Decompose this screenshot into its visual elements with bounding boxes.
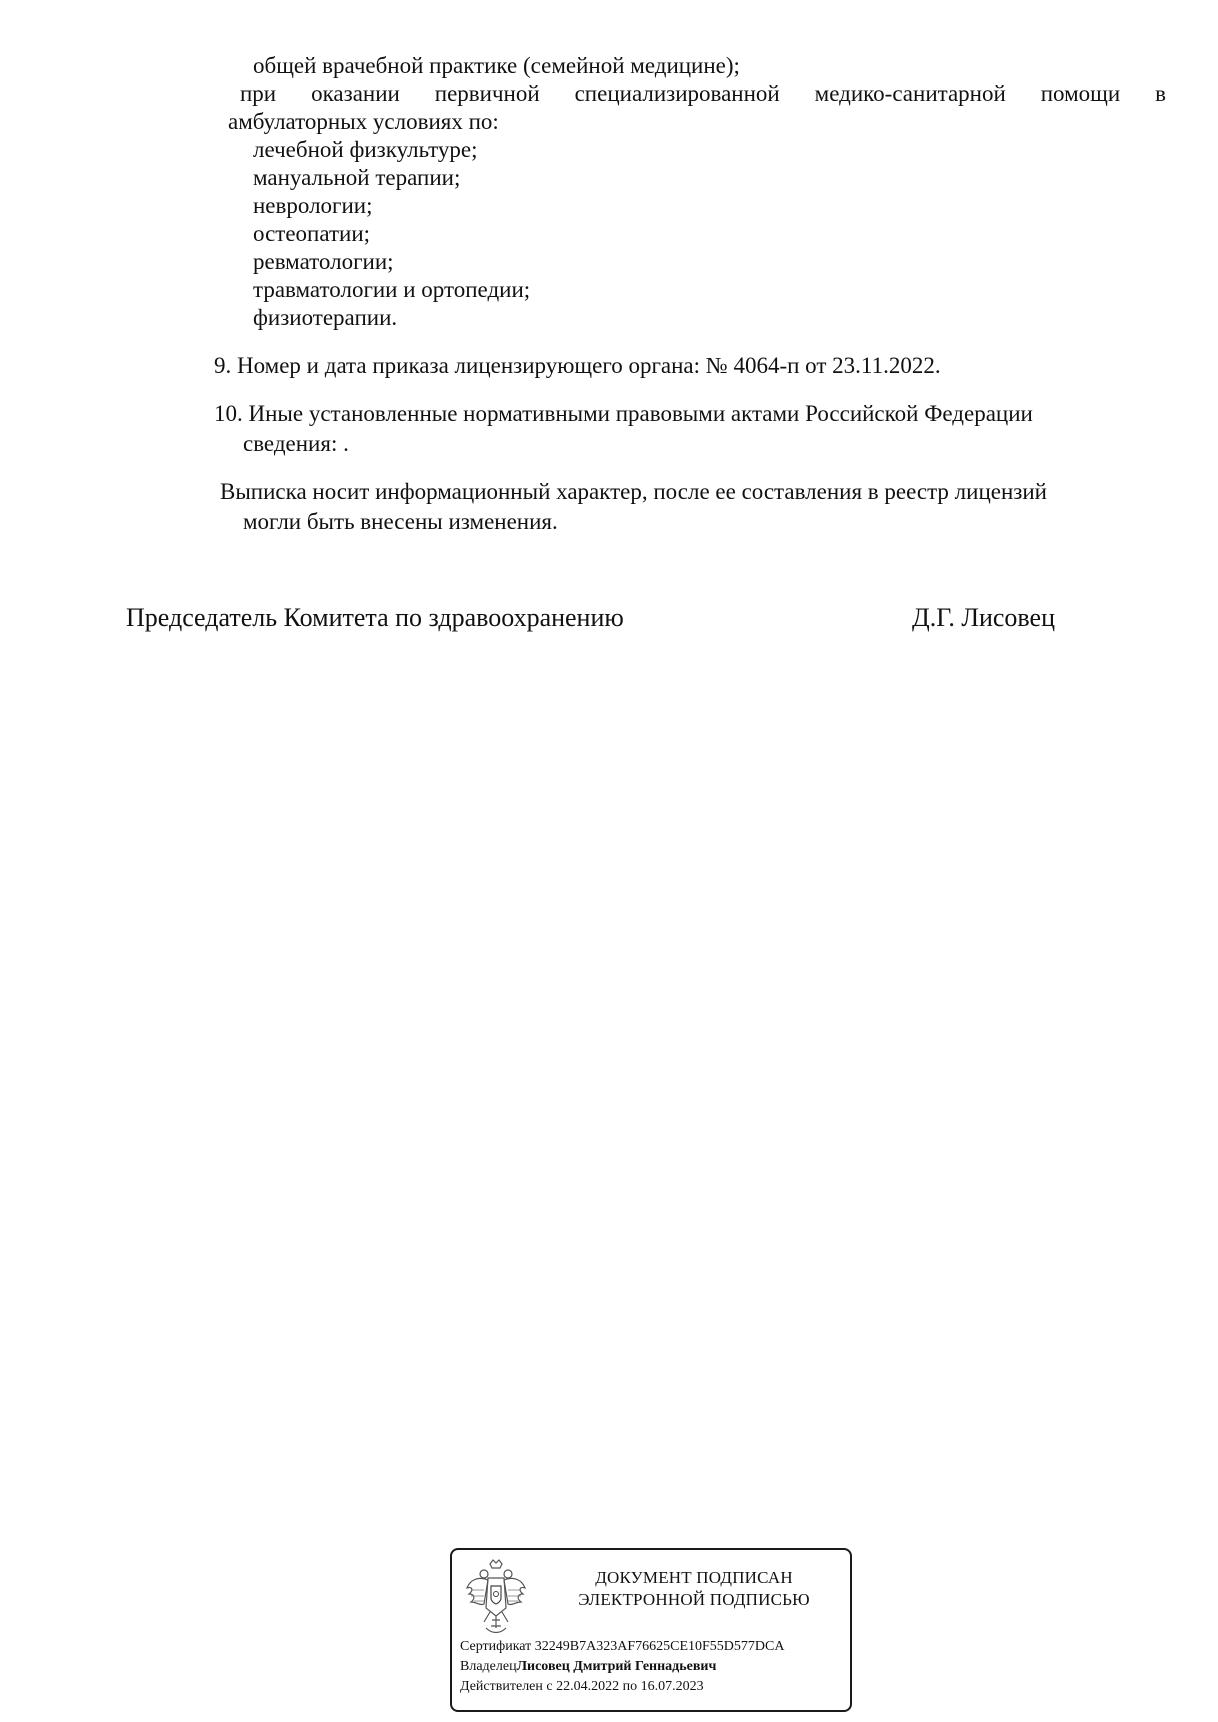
activity-item-rheumatology: ревматологии;: [253, 249, 394, 274]
electronic-signature-stamp: [450, 1548, 852, 1712]
activity-item-manual-therapy: мануальной терапии;: [253, 165, 461, 190]
certificate-value: 32249B7A323AF76625CE10F55D577DCA: [534, 1639, 785, 1654]
item-9-order: 9. Номер и дата приказа лицензирующего органа: № 4064-п от 23.11.2022.: [214, 353, 941, 378]
note-line1: Выписка носит информационный характер, после ее составления в реестр лицензий: [220, 479, 1047, 504]
activity-item-physiotherapy: физиотерапии.: [253, 305, 398, 330]
note-line2: могли быть внесены изменения.: [243, 509, 558, 534]
item-10-other-info-line2: сведения: .: [243, 431, 349, 456]
signatory-position: Председатель Комитета по здравоохранению: [126, 603, 624, 632]
activity-specialized-care-intro: при оказании первичной специализированной медико-санитарной помощи в: [240, 81, 1166, 106]
activity-ambulatory-conditions: амбулаторных условиях по:: [228, 109, 499, 134]
activity-item-traumatology: травматологии и ортопедии;: [253, 277, 531, 302]
signatory-name: Д.Г. Лисовец: [912, 603, 1055, 632]
stamp-title-line1: ДОКУМЕНТ ПОДПИСАН: [595, 1568, 793, 1587]
certificate-label: Сертификат: [460, 1639, 532, 1654]
item-10-other-info-line1: 10. Иные установленные нормативными правовыми актами Российской Федерации: [214, 401, 1033, 426]
stamp-certificate-row: [460, 1638, 784, 1656]
stamp-validity-row: Действителен с 22.04.2022 по 16.07.2023: [460, 1679, 704, 1694]
owner-value: Лисовец Дмитрий Геннадьевич: [516, 1659, 717, 1674]
stamp-owner-row: [460, 1658, 716, 1676]
activity-general-practice: общей врачебной практике (семейной медицине);: [253, 53, 740, 78]
activity-item-osteopathy: остеопатии;: [253, 221, 371, 246]
coat-of-arms-icon: [464, 1558, 528, 1636]
activity-item-neurology: неврологии;: [253, 193, 373, 218]
owner-label: Владелец: [460, 1659, 517, 1674]
stamp-title-line2: ЭЛЕКТРОННОЙ ПОДПИСЬЮ: [578, 1590, 810, 1609]
activity-item-lfk: лечебной физкультуре;: [253, 137, 478, 162]
